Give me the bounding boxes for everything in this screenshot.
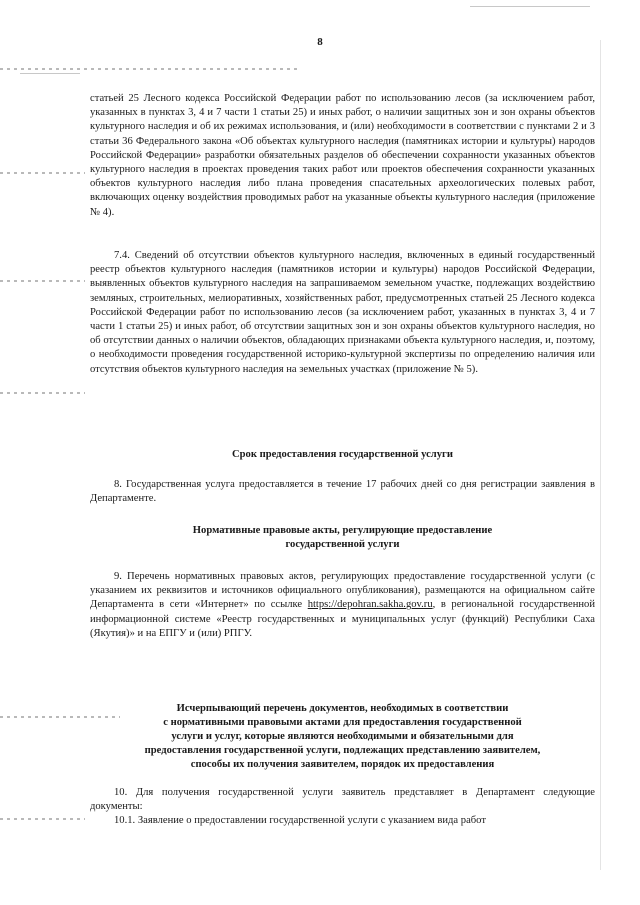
paragraph-text-part: , в региональной государственной информационной системе «Реестр государственных и муниципальных услуг (функций) Республики Саха (Якутия)» и на ЕПГУ и (или) РПГУ. <box>90 599 595 639</box>
paragraph-7-4 <box>90 249 595 377</box>
paragraph-7-3-continuation <box>90 92 595 220</box>
scan-artifact <box>0 818 85 820</box>
paragraph-text: 10.1. Заявление о предоставлении государственной услуги с указанием вида работ <box>114 815 486 827</box>
heading-line: с нормативными правовыми актами для предоставления государственной <box>163 717 522 728</box>
paragraph-text: статьей 25 Лесного кодекса Российской Федерации работ по использованию лесов (за исключением работ, указанных в пунктах 3, 4 и 7 части 1 статьи 25) и иных работ, о наличии защитных зон и зон охраны объектов культурного наследия и об их режимах использования, и (или) необходимости в соответствии с пунктами 2 и 3 статьи 36 Федерального закона «Об объектах культурного наследия (памятниках истории и культуры) народов Российской Федерации» разработки обязательных разделов об обеспечении сохранности указанных объектов культурного наследия в проектах проведения таких работ или проектов обеспечения сохранности указанных объектов культурного наследия либо плана проведения спасательных археологических полевых работ, включающих оценку воздействия проводимых работ на указанные объекты культурного наследия (приложение № 4). <box>90 93 595 218</box>
paragraph-9 <box>90 570 595 641</box>
paragraph-text: 7.4. Сведений об отсутствии объектов культурного наследия, включенных в единый государственный реестр объектов культурного наследия (памятников истории и культуры) народов Российской Федерации, выявленных объектов культурного наследия на запрашиваемом земельном участке, подлежащих воздействию земляных, строительных, мелиоративных, хозяйственных работ, предусмотренных статьей 25 Лесного кодекса Российской Федерации работ по использованию лесов (за исключением работ, указанных в пунктах 3, 4 и 7 части 1 статьи 25) и иных работ, об отсутствии защитных зон и зон охраны объектов культурного наследия, но об отсутствии данных о наличии объектов, обладающих признаками объекта культурного наследия, и, поэтому, о необходимости проведения государственной историко-культурной экспертизы по определению наличия или отсутствия объектов культурного наследия на земельных участках (приложение № 5). <box>90 250 595 375</box>
section-heading-documents <box>90 702 595 772</box>
paragraph-8 <box>90 478 595 506</box>
heading-line: способы их получения заявителем, порядок их предоставления <box>190 759 495 770</box>
heading-line: услуги и услуг, которые являются необходимыми и обязательными для <box>171 731 514 742</box>
heading-line: Исчерпывающий перечень документов, необходимых в соответствии <box>176 703 509 714</box>
heading-line: Нормативные правовые акты, регулирующие предоставление <box>192 525 493 536</box>
scan-artifact <box>0 172 85 174</box>
heading-line: государственной услуги <box>285 539 400 550</box>
scan-artifact <box>20 73 80 74</box>
paragraph-10 <box>90 786 595 829</box>
scan-artifact <box>0 68 300 70</box>
page-number: 8 <box>317 36 323 48</box>
scan-artifact <box>0 280 85 282</box>
section-heading-legal-acts <box>90 524 595 552</box>
paragraph-text: 8. Государственная услуга предоставляется в течение 17 рабочих дней со дня регистрации заявления в Департаменте. <box>90 479 595 505</box>
heading-line: предоставления государственной услуги, подлежащих представлению заявителем, <box>144 745 541 756</box>
department-website-link[interactable]: https://depohran.sakha.gov.ru <box>307 599 433 611</box>
paragraph-text-part: 9. Перечень нормативных правовых актов, регулирующих предоставление государственной услуги (с указанием их реквизитов и источников официального опубликования), размещаются на официальном сайте Департамента в сети «Интернет» по ссылке <box>90 571 595 611</box>
scan-artifact <box>600 40 601 870</box>
paragraph-text: 10. Для получения государственной услуги заявитель представляет в Департамент следующие документы: <box>90 787 595 813</box>
paragraph-text <box>90 570 595 641</box>
scan-artifact <box>0 392 85 394</box>
section-heading-term: Срок предоставления государственной услуги <box>232 449 453 460</box>
scan-artifact <box>470 6 590 7</box>
